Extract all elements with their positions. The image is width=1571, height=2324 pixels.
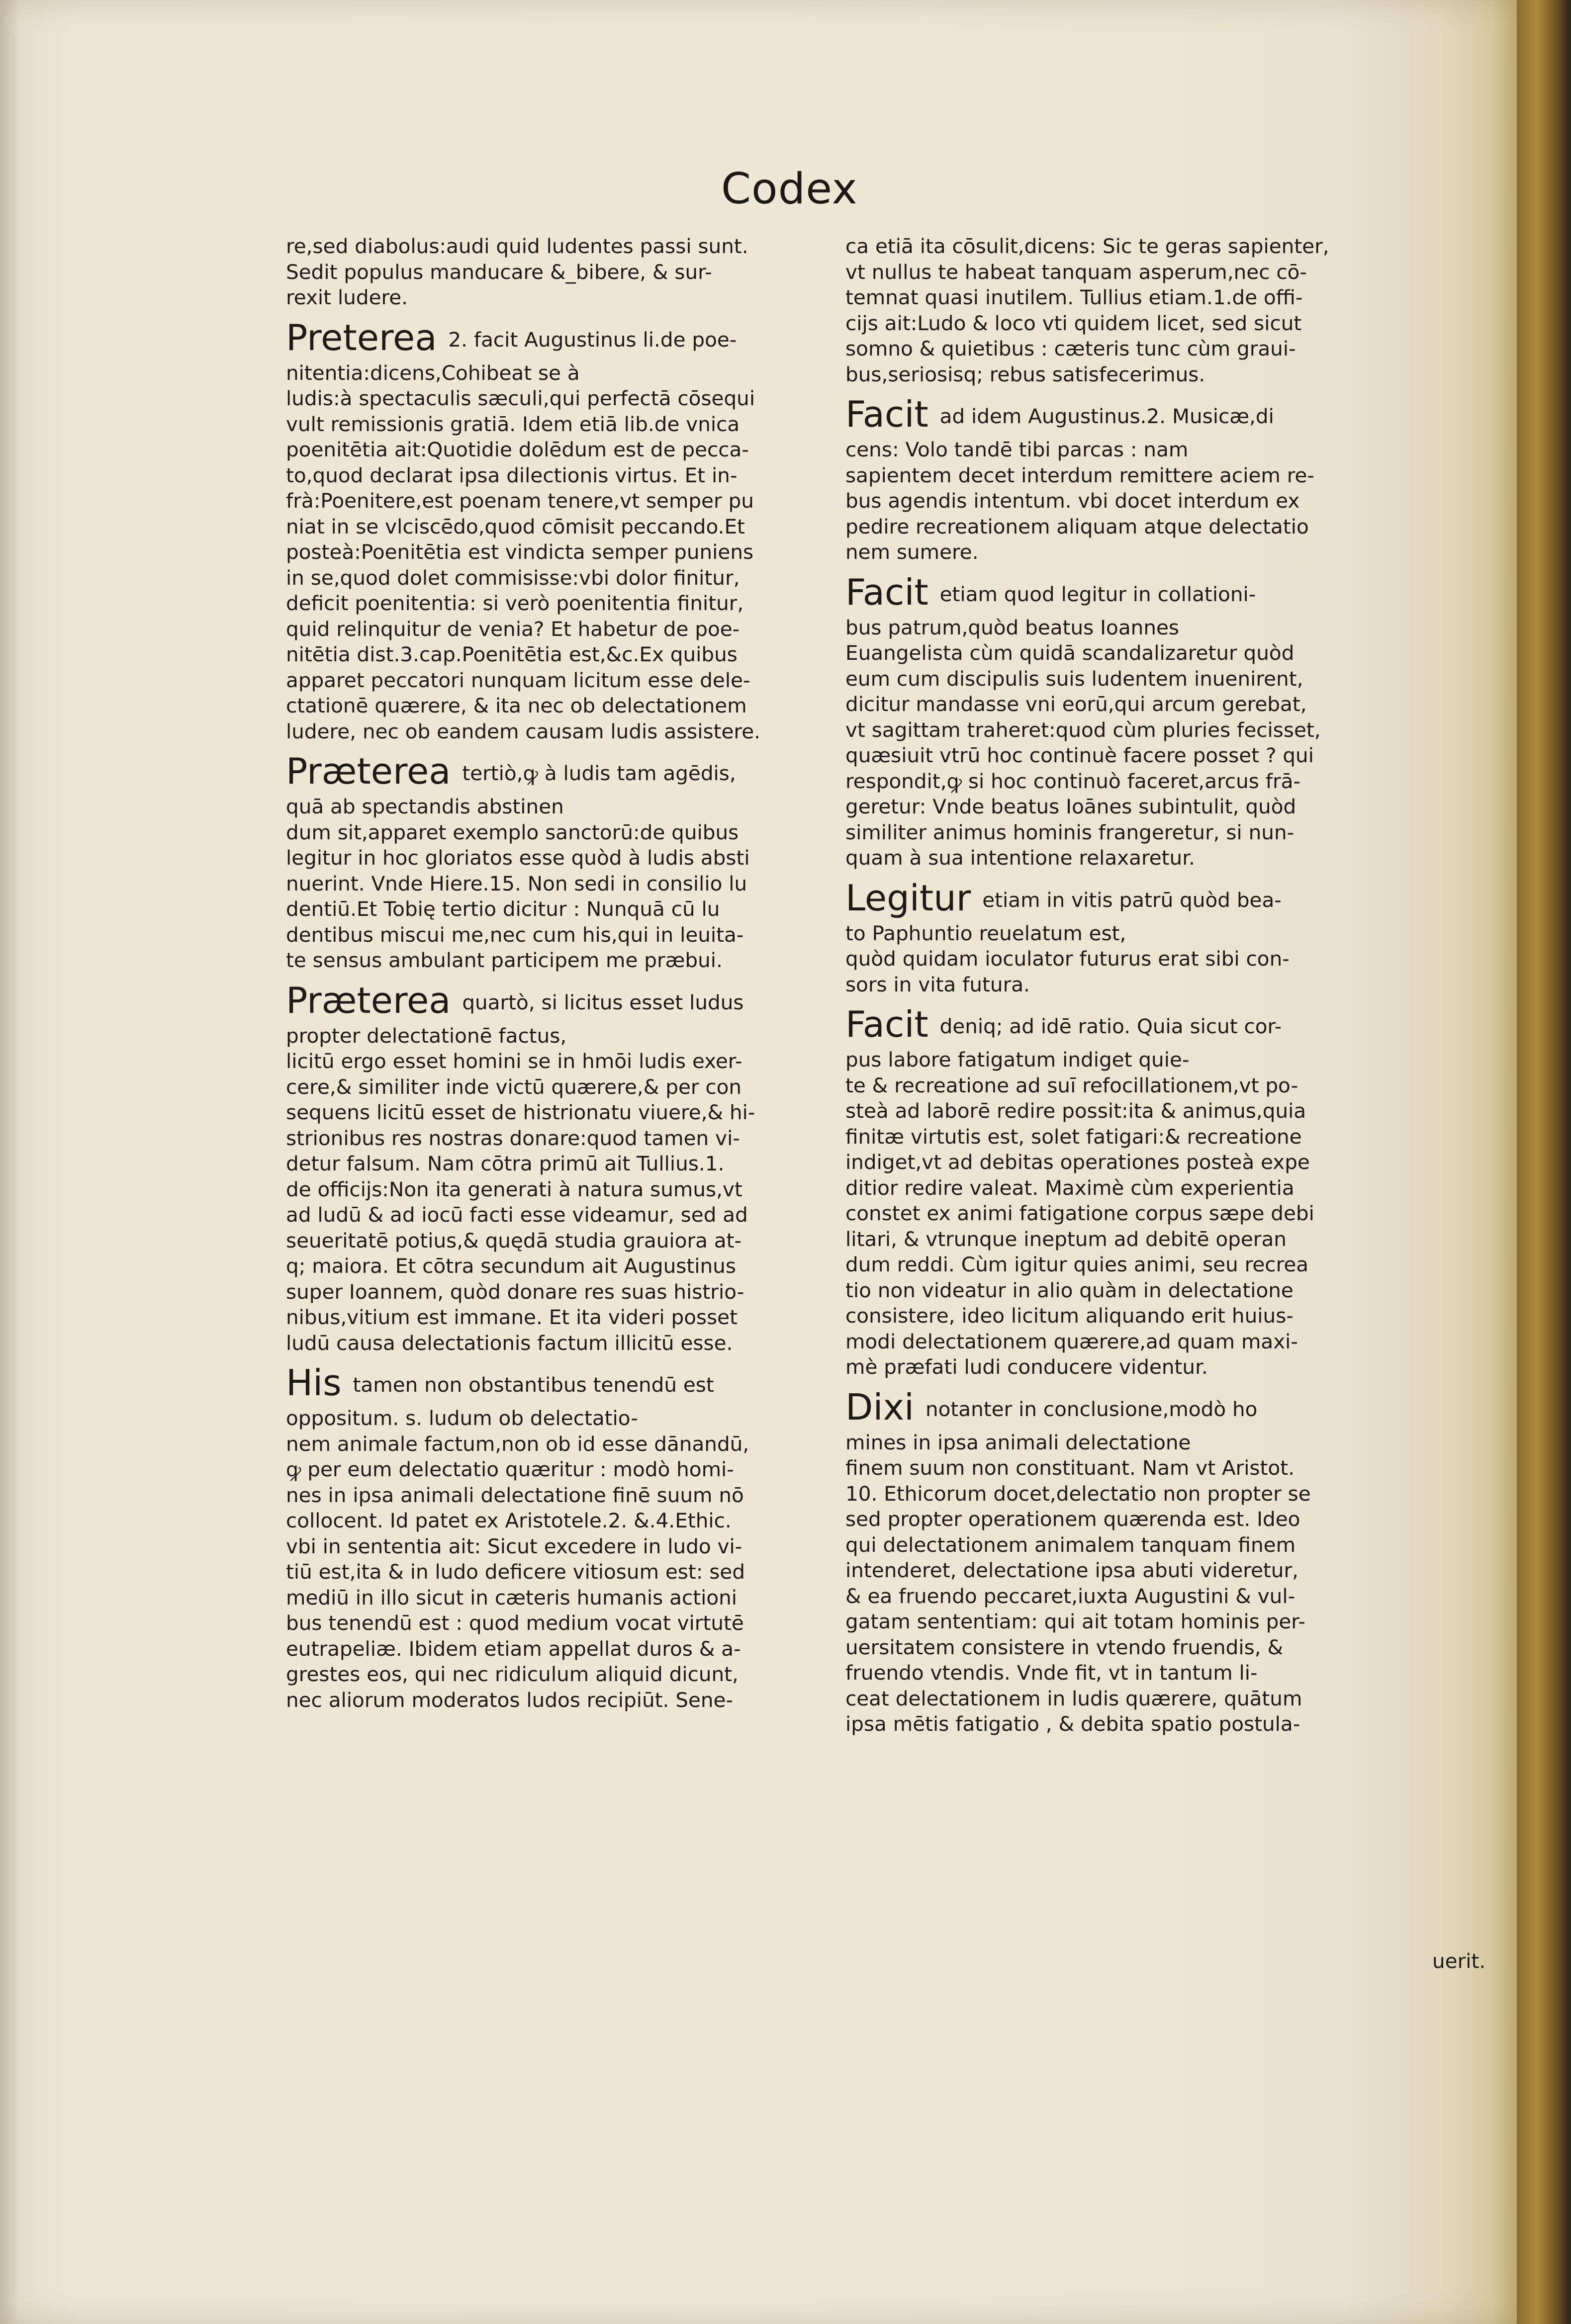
text-line: similiter animus hominis frangeretur, si nun- (845, 820, 1294, 844)
text-line: ludis:à spectaculis sæculi,qui perfectā cōsequi (286, 386, 755, 410)
text-line: Præterea $^{tertiò,ꝙ à ludis tam agēdis,}$ (286, 750, 736, 792)
text-line: nitētia dist.3.cap.Poenitētia est,&c.Ex quibus (286, 642, 738, 666)
text-line: bus agendis intentum. vbi docet interdum ex (845, 489, 1300, 513)
text-line: tio non videatur in alio quàm in delectatione (845, 1278, 1294, 1302)
text-line: steà ad laborē redire possit:ita & animus,quia (845, 1099, 1306, 1123)
text-line: mediū in illo sicut in cæteris humanis actioni (286, 1585, 738, 1609)
text-line: ceat delectationem in ludis quærere, quātum (845, 1686, 1302, 1710)
text-line: Legitur $^{etiam in vitis patrū quòd bea-}$ (845, 877, 1282, 919)
text-line: nitentia:dicens,Cohibeat se à (286, 360, 580, 385)
text-line: & ea fruendo peccaret,iuxta Augustini & vul- (845, 1584, 1295, 1608)
text-line: strionibus res nostras donare:quod tamen vi- (286, 1126, 740, 1150)
text-line: consistere, ideo licitum aliquando erit huius- (845, 1304, 1294, 1328)
initial-word: Præterea (286, 979, 462, 1021)
text-line: dicitur mandasse vni eorū,qui arcum gerebat, (845, 692, 1307, 716)
text-line: poenitētia ait:Quotidie dolēdum est de pecca- (286, 438, 749, 461)
text-line: vult remissionis gratiā. Idem etiā lib.de vnica (286, 412, 740, 436)
text-line: nes in ipsa animali delectatione finē suum nō (286, 1483, 744, 1507)
text-line: quòd quidam ioculator futurus erat sibi con- (845, 947, 1290, 971)
text-line: oppositum. s. ludum ob delectatio- (286, 1406, 638, 1430)
text-line: frà:Poenitere,est poenam tenere,vt semper pu (286, 489, 754, 513)
text-line: to Paphuntio reuelatum est, (845, 921, 1126, 945)
page-header: Codex (721, 164, 858, 214)
text-line: sequens licitū esset de histrionatu viuere,& hi- (286, 1100, 755, 1124)
text-line: in se,quod dolet commisisse:vbi dolor finitur, (286, 565, 740, 590)
text-line: gatam sententiam: qui ait totam hominis per- (845, 1609, 1305, 1633)
text-line: quid relinquitur de venia? Et habetur de poe- (286, 617, 740, 641)
text-line: sors in vita futura. (845, 972, 1030, 996)
text-line: Euangelista cùm quidā scandalizaretur quòd (845, 641, 1294, 665)
text-line: 10. Ethicorum docet,delectatio non propter se (845, 1481, 1311, 1506)
text-line: constet ex animi fatigatione corpus sæpe debi (845, 1201, 1314, 1225)
text-line: dum reddi. Cùm igitur quies animi, seu recrea (845, 1252, 1309, 1276)
text-line: mines in ipsa animali delectatione (845, 1430, 1191, 1454)
text-line: quā ab spectandis abstinen (286, 795, 564, 818)
text-line: Dixi $^{notanter in conclusione,modò ho}$ (845, 1386, 1258, 1428)
text-line: nem sumere. (845, 540, 979, 564)
initial-word: His (286, 1362, 353, 1404)
text-line: collocent. Id patet ex Aristotele.2. &.4.Ethic. (286, 1509, 732, 1532)
text-line: uersitatem consistere in vtendo fruendis, & (845, 1635, 1284, 1659)
text-line: quam à sua intentione relaxaretur. (845, 846, 1195, 870)
text-line: ipsa mētis fatigatio , & debita spatio postula- (845, 1712, 1300, 1736)
text-line: Præterea $^{quartò, si licitus esset ludus}$ (286, 979, 744, 1021)
initial-word: Dixi (845, 1386, 925, 1428)
text-line: ludū causa delectationis factum illicitū esse. (286, 1331, 733, 1355)
initial-word: Facit (845, 571, 940, 613)
text-line: vt sagittam traheret:quod cùm pluries fecisset, (845, 717, 1321, 742)
text-line: nem animale factum,non ob id esse dānandū, (286, 1431, 749, 1456)
text-line: bus,seriosisq; rebus satisfecerimus. (845, 362, 1205, 386)
text-line: Facit $^{deniq; ad idē ratio. Quia sicut cor-}$ (845, 1003, 1282, 1045)
right-column (845, 234, 1373, 1737)
text-line: sed propter operationem quærenda est. Ideo (845, 1507, 1300, 1531)
text-line: bus patrum,quòd beatus Ioannes (845, 615, 1179, 639)
text-line: indiget,vt ad debitas operationes posteà expe (845, 1150, 1310, 1174)
text-line: legitur in hoc gloriatos esse quòd à ludis absti (286, 846, 750, 870)
text-line: rexit ludere. (286, 285, 408, 309)
text-line: licitū ergo esset homini se in hmōi ludis exer- (286, 1049, 742, 1073)
text-line: finitæ virtutis est, solet fatigari:& recreatione (845, 1124, 1302, 1149)
last-word: uerit. (1432, 1949, 1486, 1973)
text-line: nibus,vitium est immane. Et ita videri posset (286, 1305, 738, 1329)
text-line: Facit $^{etiam quod legitur in collationi-}$ (845, 571, 1256, 613)
text-line: apparet peccatori nunquam licitum esse dele- (286, 668, 750, 692)
text-line: somno & quietibus : cæteris tunc cùm graui- (845, 337, 1296, 360)
text-line: ca etiā ita cōsulit,dicens: Sic te geras sapienter, (845, 234, 1329, 258)
text-line: detur falsum. Nam cōtra primū ait Tullius.1. (286, 1152, 725, 1175)
text-line: cere,& similiter inde victū quærere,& per con (286, 1074, 742, 1099)
text-line: pedire recreationem aliquam atque delectatio (845, 514, 1309, 538)
text-line: ꝙ per eum delectatio quæritur : modò homi- (286, 1457, 734, 1481)
text-line: temnat quasi inutilem. Tullius etiam.1.de offi- (845, 285, 1303, 309)
text-line: seueritatē potius,& quędā studia grauiora at- (286, 1228, 742, 1252)
page-edge (1517, 0, 1571, 2324)
text-line: eutrapeliæ. Ibidem etiam appellat duros & a- (286, 1636, 741, 1661)
text-line: ad ludū & ad iocū facti esse videamur, sed ad (286, 1203, 748, 1227)
text-line: cens: Volo tandē tibi parcas : nam (845, 438, 1189, 461)
text-line: posteà:Poenitētia est vindicta semper puniens (286, 540, 754, 564)
text-line: Preterea $^{2. facit Augustinus li.de poe-}$ (286, 316, 737, 358)
text-line: mè præfati ludi conducere videntur. (845, 1355, 1208, 1379)
left-column (286, 234, 808, 1713)
text-line: grestes eos, qui nec ridiculum aliquid dicunt, (286, 1662, 739, 1686)
text-line: cijs ait:Ludo & loco vti quidem licet, sed sicut (845, 311, 1302, 335)
text-line: nuerint. Vnde Hiere.15. Non sedi in consilio lu (286, 871, 747, 895)
text-line: nec aliorum moderatos ludos recipiūt. Sene- (286, 1688, 734, 1712)
text-line: eum cum discipulis suis ludentem inuenirent, (845, 666, 1303, 691)
text-line: ludere, nec ob eandem causam ludis assistere. (286, 719, 760, 743)
text-line: te & recreatione ad suī refocillationem,vt po- (845, 1073, 1298, 1097)
text-line: to,quod declarat ipsa dilectionis virtus. Et in- (286, 463, 738, 487)
text-line: dum sit,apparet exemplo sanctorū:de quibus (286, 820, 739, 844)
text-line: dentibus miscui me,nec cum his,qui in leuita- (286, 922, 744, 947)
text-line: re,sed diabolus:audi quid ludentes passi sunt. (286, 234, 748, 258)
text-line: ditior redire valeat. Maximè cùm experientia (845, 1175, 1294, 1200)
text-line: super Ioannem, quòd donare res suas histrio- (286, 1279, 744, 1304)
text-line: litari, & vtrunque ineptum ad debitē operan (845, 1227, 1287, 1251)
text-line: ctationē quærere, & ita nec ob delectationem (286, 694, 747, 717)
text-line: respondit,ꝙ si hoc continuò faceret,arcus frā- (845, 769, 1301, 793)
text-line: te sensus ambulant participem me præbui. (286, 948, 723, 972)
text-line: de officijs:Non ita generati à natura sumus,vt (286, 1177, 742, 1201)
initial-word: Facit (845, 393, 940, 435)
text-line: geretur: Vnde beatus Ioānes subintulit, quòd (845, 795, 1296, 818)
text-line: His $^{tamen non obstantibus tenendū est}$ (286, 1362, 714, 1404)
text-line: sapientem decet interdum remittere aciem re- (845, 463, 1314, 487)
text-line: quæsiuit vtrū hoc continuè facere posset ? qui (845, 743, 1314, 767)
text-line: q; maiora. Et cōtra secundum ait Augustinus (286, 1254, 736, 1278)
text-line: modi delectationem quærere,ad quam maxi- (845, 1329, 1298, 1353)
text-line: tiū est,ita & in ludo deficere vitiosum est: sed (286, 1560, 745, 1584)
text-line: bus tenendū est : quod medium vocat virtutē (286, 1611, 744, 1635)
initial-word: Facit (845, 1003, 940, 1045)
initial-word: Preterea (286, 316, 449, 358)
text-line: qui delectationem animalem tanquam finem (845, 1532, 1296, 1557)
text-line: fruendo vtendis. Vnde fit, vt in tantum li- (845, 1661, 1258, 1685)
text-line: vt nullus te habeat tanquam asperum,nec cō- (845, 260, 1307, 284)
text-line: propter delectationē factus, (286, 1023, 567, 1048)
text-line: vbi in sententia ait: Sicut excedere in ludo vi- (286, 1534, 742, 1558)
text-line: Sedit populus manducare &_bibere, & sur- (286, 260, 712, 284)
text-line: Facit $^{ad idem Augustinus.2. Musicæ,di}$ (845, 393, 1274, 435)
text-line: dentiū.Et Tobię tertio dicitur : Nunquā cū lu (286, 897, 720, 921)
text-line: intenderet, delectatione ipsa abuti videretur, (845, 1558, 1298, 1582)
text-line: deficit poenitentia: si verò poenitentia finitur, (286, 591, 744, 615)
initial-word: Legitur (845, 877, 983, 919)
text-line: finem suum non constituant. Nam vt Aristot. (845, 1456, 1295, 1480)
text-line: pus labore fatigatum indiget quie- (845, 1048, 1190, 1072)
text-line: niat in se vlciscēdo,quod cōmisit peccando.Et (286, 514, 745, 538)
initial-word: Præterea (286, 750, 462, 792)
